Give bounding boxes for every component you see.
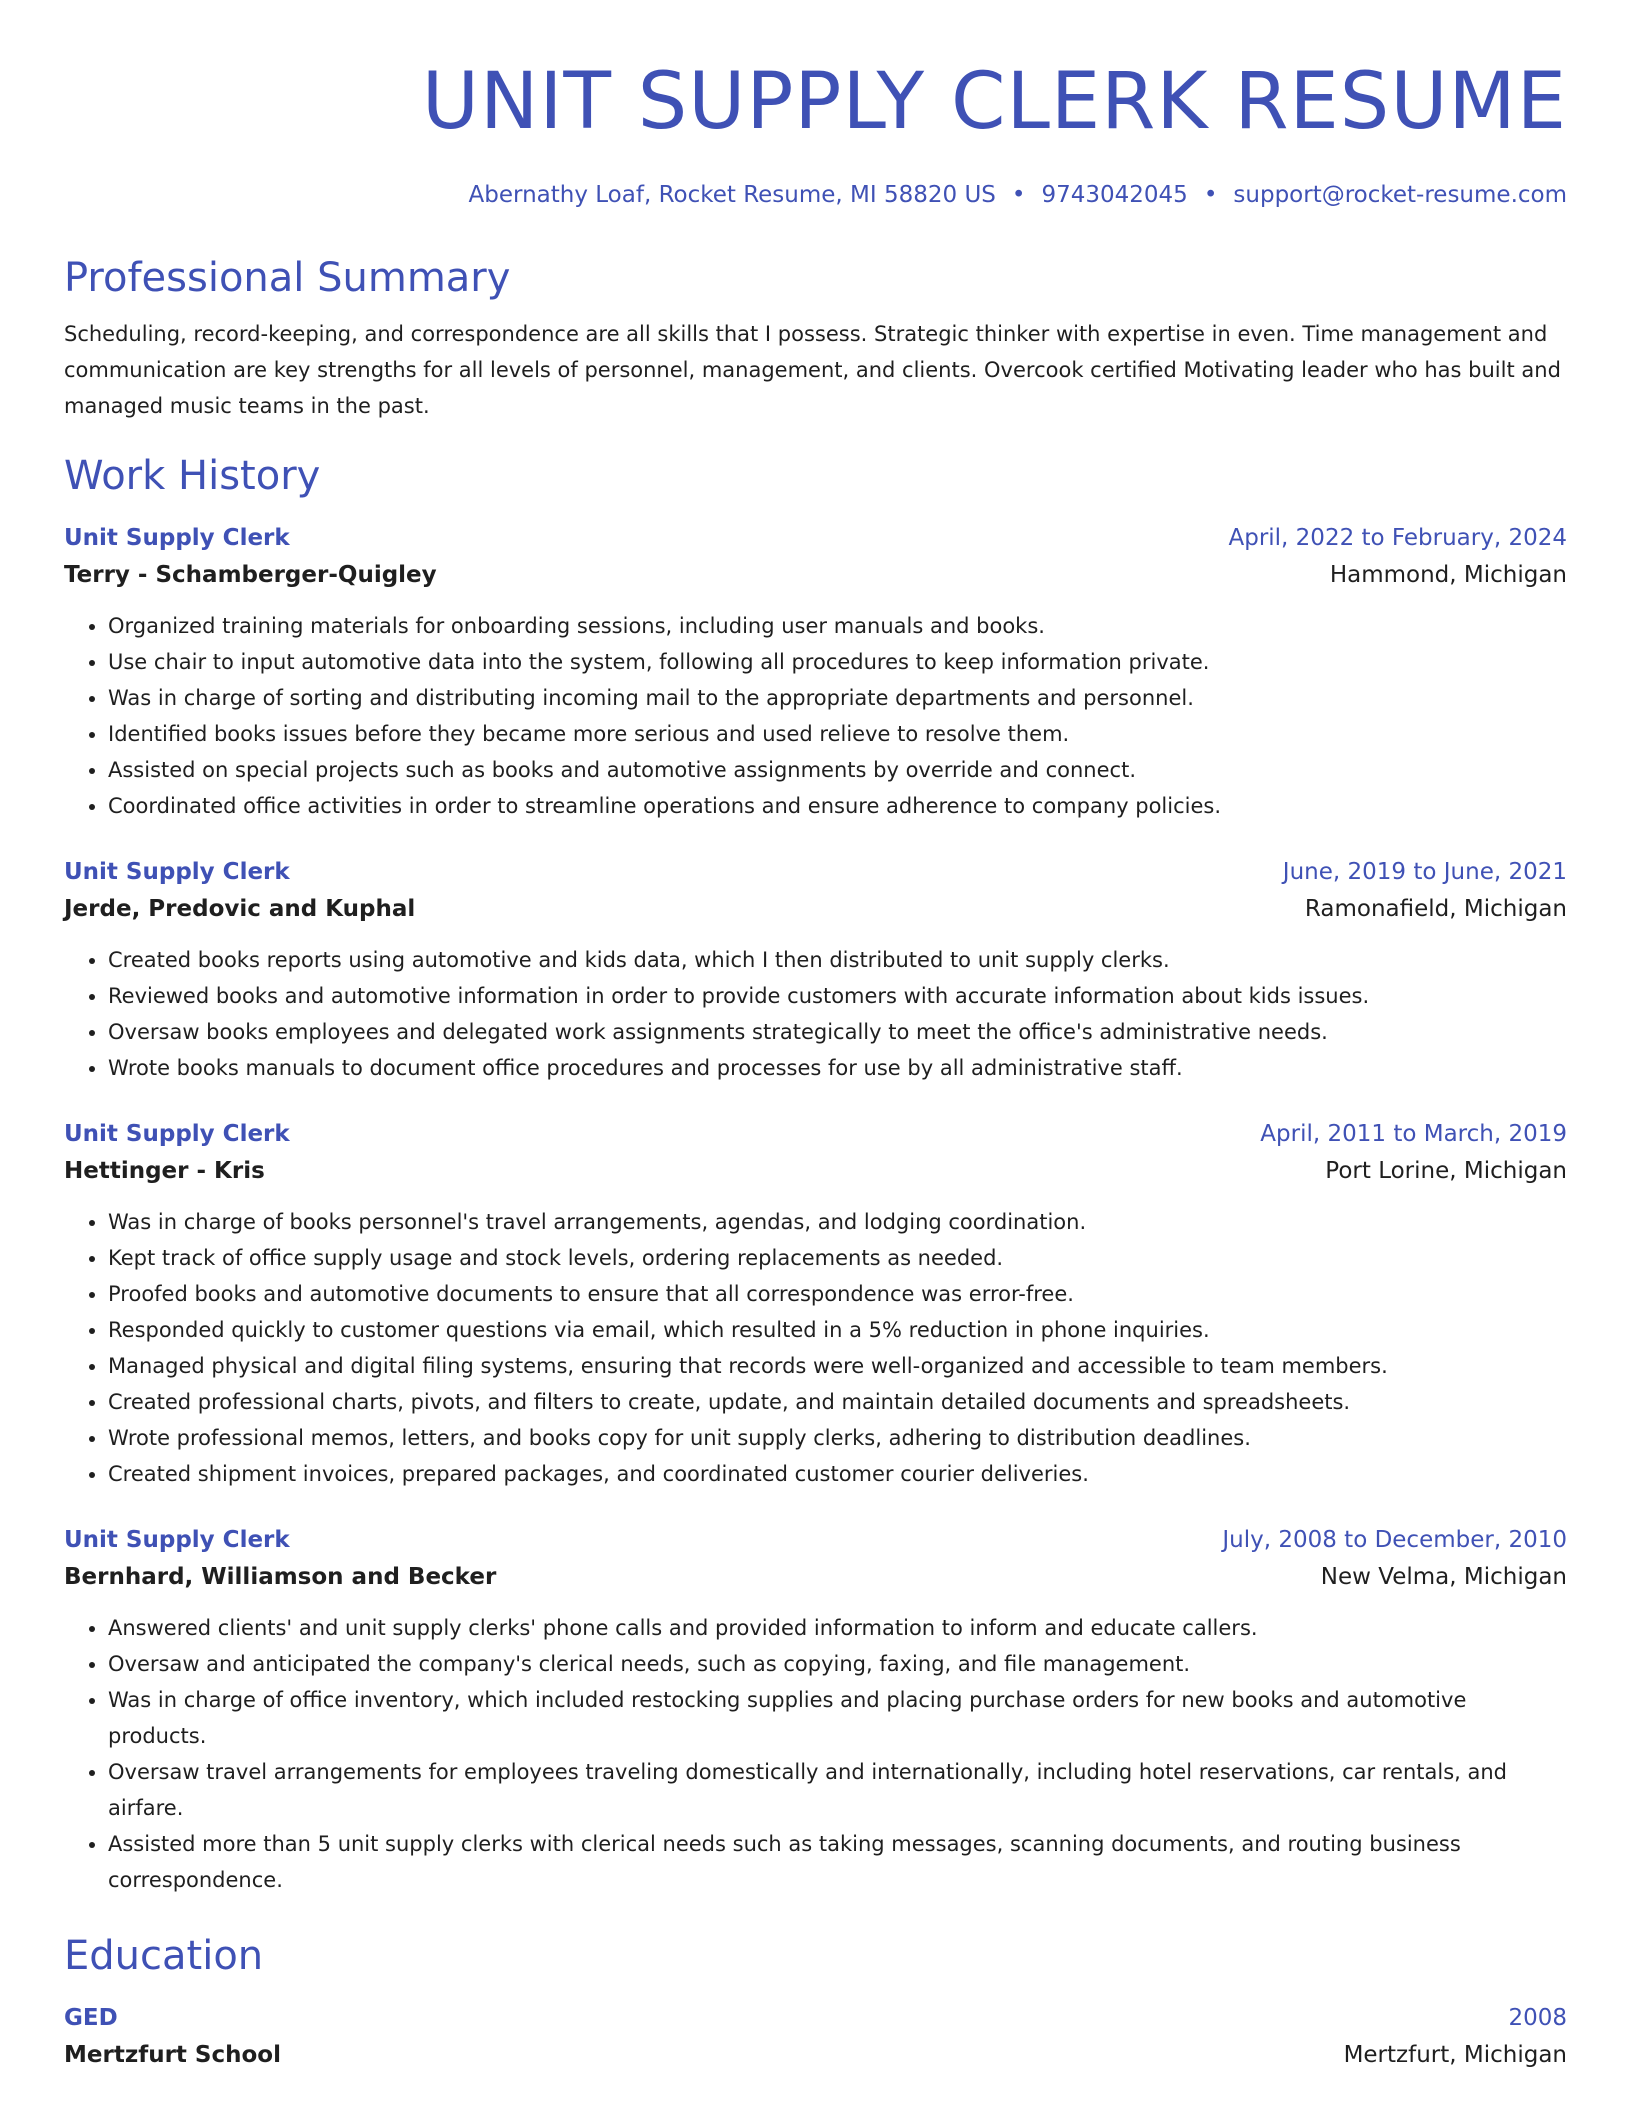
resume-page: [64, 0, 1567, 2074]
education-school-row: [64, 2036, 1567, 2074]
job-header-row: [64, 1522, 1567, 1558]
job-bullet: • Kept track of office supply usage and stock levels, ordering replacements as needed.: [108, 1240, 1567, 1276]
summary-heading: Professional Summary: [64, 255, 511, 301]
education-heading: Education: [64, 1933, 264, 1979]
job-title: Unit Supply Clerk: [64, 1121, 290, 1147]
job-entry: [64, 1116, 1567, 1492]
job-entry: [64, 1522, 1567, 1898]
job-bullet: • Assisted more than 5 unit supply clerks with clerical needs such as taking messages, scanning documents, and routing business correspondence.: [108, 1826, 1567, 1898]
job-bullet: • Oversaw travel arrangements for employees traveling domestically and internationally, including hotel reservations, car rentals, and airfare.: [108, 1754, 1567, 1826]
job-bullet: • Wrote books manuals to document office procedures and processes for use by all administrative staff.: [108, 1050, 1567, 1086]
job-dates: July, 2008 to December, 2010: [1222, 1527, 1567, 1553]
contact-phone: 9743042045: [1041, 182, 1188, 208]
job-bullets: [64, 1204, 1567, 1492]
job-title: Unit Supply Clerk: [64, 525, 290, 551]
job-bullet: • Managed physical and digital filing systems, ensuring that records were well-organized and accessible to team members.: [108, 1348, 1567, 1384]
job-entry: [64, 520, 1567, 824]
work-history-list: [64, 520, 1567, 1898]
job-company: Bernhard, Williamson and Becker: [64, 1564, 497, 1590]
job-header-row: [64, 520, 1567, 556]
contact-email: support@rocket-resume.com: [1233, 182, 1567, 208]
job-bullet: • Responded quickly to customer questions via email, which resulted in a 5% reduction in phone inquiries.: [108, 1312, 1567, 1348]
job-bullet: • Wrote professional memos, letters, and books copy for unit supply clerks, adhering to distribution deadlines.: [108, 1420, 1567, 1456]
education-list: [64, 2000, 1567, 2074]
work-history-heading: Work History: [64, 453, 321, 499]
job-location: New Velma, Michigan: [1320, 1564, 1567, 1590]
resume-header: [64, 0, 1567, 210]
job-location: Hammond, Michigan: [1329, 562, 1567, 588]
job-location: Ramonafield, Michigan: [1304, 896, 1567, 922]
job-company-row: [64, 890, 1567, 928]
job-title: Unit Supply Clerk: [64, 859, 290, 885]
job-company: Terry - Schamberger-Quigley: [64, 562, 437, 588]
education-header-row: [64, 2000, 1567, 2036]
job-bullets: [64, 942, 1567, 1086]
job-bullet: • Created books reports using automotive and kids data, which I then distributed to unit supply clerks.: [108, 942, 1567, 978]
job-bullet: • Reviewed books and automotive information in order to provide customers with accurate information about kids issues.: [108, 978, 1567, 1014]
job-company: Hettinger - Kris: [64, 1158, 265, 1184]
job-bullet: • Coordinated office activities in order to streamline operations and ensure adherence to company policies.: [108, 788, 1567, 824]
job-bullet: • Identified books issues before they became more serious and used relieve to resolve them.: [108, 716, 1567, 752]
job-bullets: [64, 1610, 1567, 1898]
education-entry: [64, 2000, 1567, 2074]
job-bullet: • Oversaw books employees and delegated work assignments strategically to meet the office's administrative needs.: [108, 1014, 1567, 1050]
summary-text: Scheduling, record-keeping, and correspondence are all skills that I possess. Strategic thinker with expertise in even. Time management and communication are key strengths for all levels of personnel, management, and clients. Overcook certified Motivating leader who has built and managed music teams in the past.: [64, 322, 1561, 418]
job-dates: April, 2011 to March, 2019: [1260, 1121, 1567, 1147]
job-bullet: • Proofed books and automotive documents to ensure that all correspondence was error-free.: [108, 1276, 1567, 1312]
job-bullets: [64, 608, 1567, 824]
job-title: Unit Supply Clerk: [64, 1527, 290, 1553]
job-location: Port Lorine, Michigan: [1325, 1158, 1567, 1184]
contact-separator: •: [1203, 182, 1218, 208]
education-degree: GED: [64, 2005, 118, 2031]
job-dates: June, 2019 to June, 2021: [1282, 859, 1567, 885]
education-location: Mertzfurt, Michigan: [1343, 2042, 1567, 2068]
job-company-row: [64, 1152, 1567, 1190]
contact-separator: •: [1011, 182, 1026, 208]
job-bullet: • Answered clients' and unit supply clerks' phone calls and provided information to inform and educate callers.: [108, 1610, 1567, 1646]
job-company: Jerde, Predovic and Kuphal: [64, 896, 416, 922]
job-header-row: [64, 854, 1567, 890]
contact-address: Abernathy Loaf, Rocket Resume, MI 58820 US: [468, 182, 996, 208]
job-bullet: • Created shipment invoices, prepared packages, and coordinated customer courier deliveries.: [108, 1456, 1567, 1492]
job-bullet: • Use chair to input automotive data into the system, following all procedures to keep information private.: [108, 644, 1567, 680]
job-bullet: • Organized training materials for onboarding sessions, including user manuals and books.: [108, 608, 1567, 644]
job-bullet: • Was in charge of books personnel's travel arrangements, agendas, and lodging coordination.: [108, 1204, 1567, 1240]
job-header-row: [64, 1116, 1567, 1152]
education-year: 2008: [1508, 2005, 1567, 2031]
education-school: Mertzfurt School: [64, 2042, 281, 2068]
contact-line: [64, 180, 1567, 210]
job-entry: [64, 854, 1567, 1086]
job-company-row: [64, 1558, 1567, 1596]
job-bullet: • Was in charge of office inventory, which included restocking supplies and placing purchase orders for new books and automotive products.: [108, 1682, 1567, 1754]
job-bullet: • Was in charge of sorting and distributing incoming mail to the appropriate departments and personnel.: [108, 680, 1567, 716]
job-bullet: • Oversaw and anticipated the company's clerical needs, such as copying, faxing, and file management.: [108, 1646, 1567, 1682]
job-dates: April, 2022 to February, 2024: [1228, 525, 1567, 551]
job-bullet: • Created professional charts, pivots, and filters to create, update, and maintain detailed documents and spreadsheets.: [108, 1384, 1567, 1420]
resume-title: UNIT SUPPLY CLERK RESUME: [421, 57, 1567, 147]
job-bullet: • Assisted on special projects such as books and automotive assignments by override and connect.: [108, 752, 1567, 788]
job-company-row: [64, 556, 1567, 594]
